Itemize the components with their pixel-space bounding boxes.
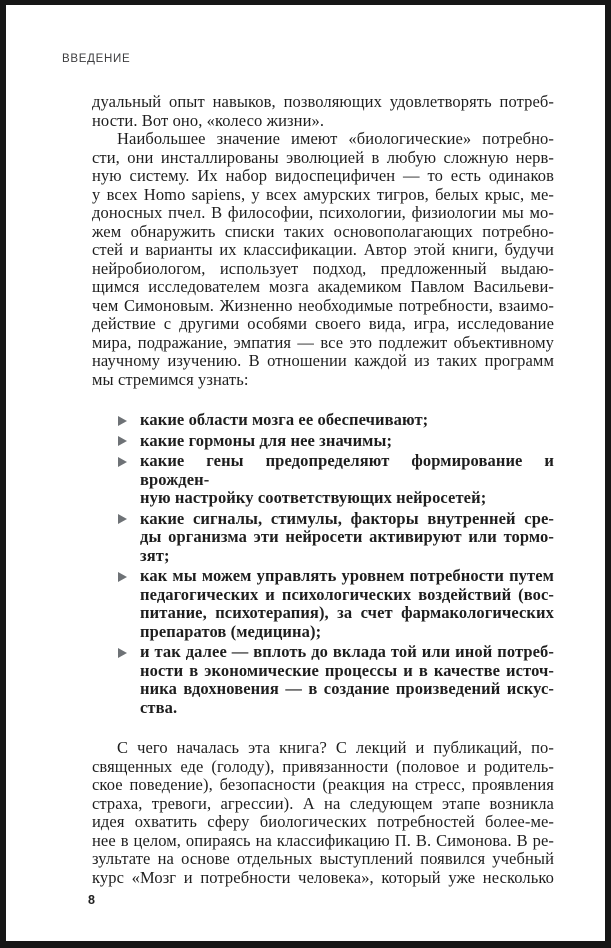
text-line: педагогических и психологических воздействий (вос-	[140, 584, 554, 604]
text-line: доносных пчел. В философии, психологии, физиологии мы мо-	[92, 203, 554, 222]
page-number: 8	[88, 893, 95, 907]
triangle-right-icon	[118, 416, 127, 426]
text-line: жем обнаружить списки таких основополагающих потребно-	[92, 221, 554, 241]
triangle-right-icon	[118, 514, 127, 524]
paragraph	[92, 130, 554, 389]
text-line: мы стремимся узнать:	[92, 369, 249, 389]
text-line: Наибольшее значение имеют «биологические» потребно-	[117, 129, 554, 148]
triangle-right-icon	[118, 436, 127, 446]
text-line: действие с другими особями своего вида, игра, исследование	[92, 314, 554, 333]
list-item	[92, 510, 554, 566]
text-line: стей и варианты их классификации. Автор этой книги, будучи	[92, 240, 554, 259]
text-line: препаратов (медицина);	[140, 621, 322, 641]
paragraph-continuation	[92, 93, 554, 130]
text-line: ника вдохновения — в создание произведений искус-	[140, 679, 554, 698]
text-line: идея охватить сферу биологических потребностей более-ме-	[92, 812, 554, 831]
triangle-right-icon	[118, 648, 127, 658]
text-line: ности в экономические процессы и в качестве источ-	[140, 660, 554, 680]
text-line: нее в целом, опираясь на классификацию П. В. Симонова. В ре-	[92, 830, 554, 850]
book-page	[6, 5, 605, 941]
text-line: мира, подражание, эмпатия — все это подлежит объективному	[92, 332, 554, 352]
paragraph	[92, 739, 554, 887]
text-line: питание, психотерапия), за счет фармакологических	[140, 603, 554, 622]
list-item-text	[140, 411, 554, 430]
text-line: щимся исследователем мозга академиком Павлом Васильеви-	[92, 277, 554, 296]
text-line: нейробиологом, использует подход, предложенный выдаю-	[92, 258, 554, 278]
text-line: какие сигналы, стимулы, факторы внутренней сре-	[140, 508, 554, 528]
text-line: какие гены предопределяют формирование и врожден-	[140, 451, 554, 489]
text-line: и так далее — вплоть до вклада той или иной потреб-	[140, 642, 554, 661]
list-item	[92, 411, 554, 430]
list-item-text	[140, 452, 554, 508]
list-item-text	[140, 567, 554, 641]
text-line: дуальный опыт навыков, позволяющих удовлетворять потреб-	[92, 92, 554, 111]
list-item-text	[140, 510, 554, 566]
text-line: какие области мозга ее обеспечивают;	[140, 410, 429, 429]
bullet-list	[92, 411, 554, 717]
text-line: научному изучению. В отношении каждой из таких программ	[92, 351, 554, 370]
list-item	[92, 432, 554, 451]
running-head: ВВЕДЕНИЕ	[62, 53, 131, 65]
list-item-text	[140, 643, 554, 717]
text-line: ную настройку соответствующих нейросетей;	[140, 488, 487, 507]
text-line: зультате на основе отдельных выступлений появился учебный	[92, 849, 554, 868]
text-line: ную систему. Их набор видоспецифичен — то есть одинаков	[92, 166, 554, 185]
list-item	[92, 567, 554, 641]
triangle-right-icon	[118, 457, 127, 467]
text-line: сти, они инсталлированы эволюцией в любую сложную нерв-	[92, 147, 554, 167]
text-line: у всех Homo sapiens, у всех амурских тигров, белых крыс, ме-	[92, 184, 554, 204]
text-line: зят;	[140, 545, 170, 565]
page-body	[92, 93, 554, 887]
text-line: ское поведение), безопасности (реакция на стресс, проявления	[92, 775, 554, 794]
list-item	[92, 643, 554, 717]
text-line: страха, тревоги, агрессии). А на следующем этапе возникла	[92, 793, 554, 813]
text-line: С чего началась эта книга? С лекций и публикаций, по-	[117, 738, 554, 757]
text-line: ности. Вот оно, «колесо жизни».	[92, 110, 325, 130]
triangle-right-icon	[118, 572, 127, 582]
text-line: ства.	[140, 697, 178, 717]
text-line: ды организма эти нейросети активируют или тормо-	[140, 527, 554, 546]
text-line: какие гормоны для нее значимы;	[140, 430, 393, 450]
list-item-text	[140, 432, 554, 451]
text-line: курс «Мозг и потребности человека», который уже несколько	[92, 867, 554, 887]
text-line: чем Симоновым. Жизненно необходимые потребности, взаимо-	[92, 295, 554, 315]
text-line: священных еде (голоду), привязанности (половое и родитель-	[92, 756, 554, 776]
text-line: как мы можем управлять уровнем потребности путем	[140, 566, 554, 585]
list-item	[92, 452, 554, 508]
